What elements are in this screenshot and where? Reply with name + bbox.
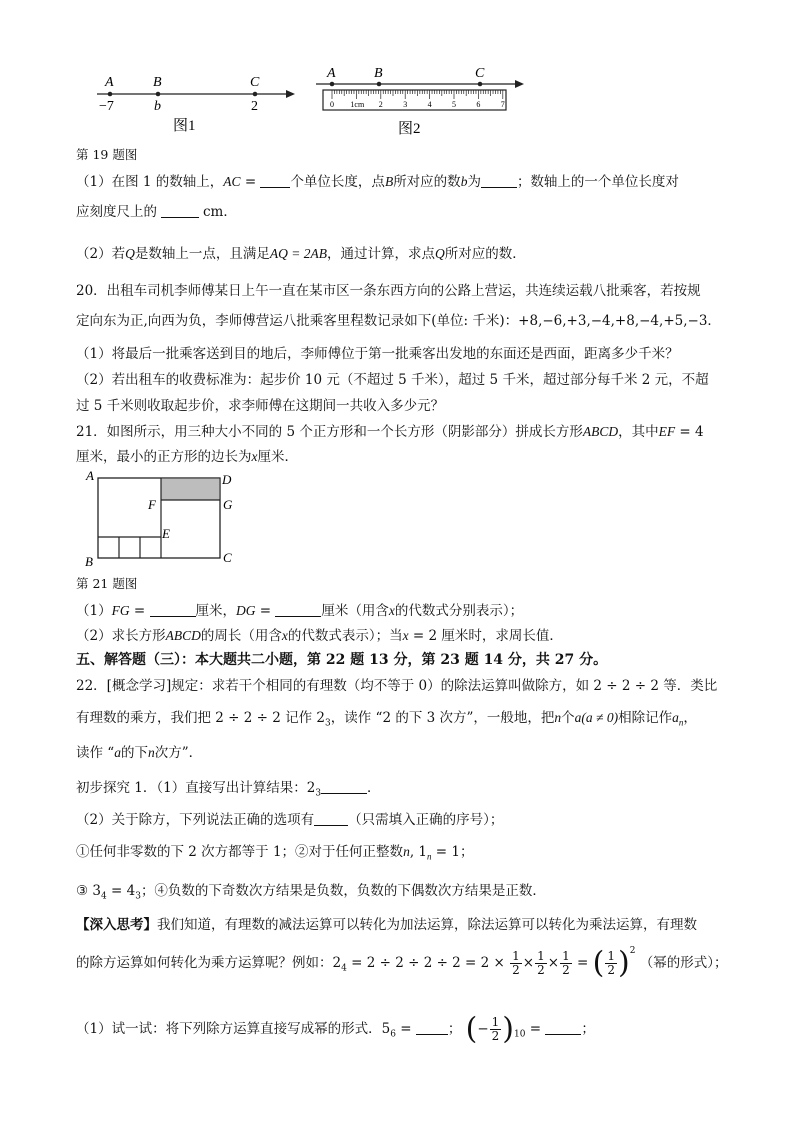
- q19-part2: [76, 242, 526, 262]
- q20-line2: 定向东为正,向西为负，李师傅营运八批乘客里程数记录如下(单位: 千米)：+8,−6,+3,−4,+8,−4,+5,−3．: [76, 313, 721, 329]
- math-dg: DG: [236, 603, 256, 618]
- math-n: n: [147, 745, 155, 760]
- answer-blank-fg[interactable]: [150, 602, 196, 617]
- fig2-caption: 图2: [398, 121, 421, 137]
- text: cm．: [203, 204, 237, 220]
- math-fg: FG: [111, 603, 130, 618]
- math-q: Q: [434, 246, 445, 261]
- answer-blank-options[interactable]: [314, 811, 348, 826]
- text: =: [240, 174, 261, 190]
- q22-deep-line2: 的除方运算如何转化为乘方运算呢？例如：$2_4 = 2 \div 2 \div 2 \div 2 = 2$ × $\frac{1}{2}$ × $\frac{1}{2}$ × $\frac{1}{2}$ = ( $\frac{1}{2}$ )$^2$ （幂的形式）；: [76, 945, 728, 981]
- text: ，其中: [618, 424, 659, 440]
- q21-line2: [76, 445, 298, 465]
- text: 读作 “: [76, 745, 115, 761]
- q21-figure-caption: 第 21 题图: [76, 576, 138, 591]
- fig2-point-a-label: A: [327, 66, 336, 81]
- text: 应刻度尺上的: [76, 204, 157, 220]
- text: （2）若: [76, 246, 126, 262]
- paren: ): [617, 945, 630, 981]
- answer-blank-dg[interactable]: [275, 602, 321, 617]
- subscript: 10: [514, 1029, 526, 1040]
- fig1-caption: 图1: [173, 118, 196, 134]
- q22-try-line: （1）试一试：将下列除方运算直接写成幂的形式．$5_6$ = ； (− $\frac{1}{2}$ )$_{10}$ = ；: [76, 1011, 595, 1047]
- subscript: 4: [341, 963, 347, 974]
- q21-part2: [76, 624, 563, 644]
- text: ，通过计算，求点: [326, 246, 435, 262]
- q21-part1: [76, 599, 523, 619]
- text: ，: [683, 710, 697, 726]
- text: 的除方运算如何转化为乘方运算呢？例如：2: [76, 955, 342, 971]
- math-x: x: [281, 628, 288, 643]
- text: 的代数式分别表示）；: [394, 603, 524, 619]
- text: ．: [367, 780, 381, 796]
- math-a-neq-0: a(a ≠ 0): [574, 710, 619, 725]
- text: ；: [447, 1021, 462, 1037]
- ruler-label: 4: [427, 100, 432, 109]
- text: 的下: [120, 745, 148, 761]
- section-5-heading: 五、解答题（三）：本大题共二小题，第 22 题 13 分，第 23 题 14 分，共 27 分。: [76, 652, 608, 668]
- text: ；④负数的下奇数次方结果是负数，负数的下偶数次方结果是正数．: [140, 883, 546, 899]
- text: 21．如图所示，用三种大小不同的 5 个正方形和一个长方形（阴影部分）拼成长方形: [76, 424, 583, 440]
- fig2-point-b-label: B: [374, 66, 383, 81]
- fig21-label-a: A: [86, 468, 94, 483]
- ruler-label: 5: [452, 100, 456, 109]
- q19-part1-line1: [76, 170, 679, 190]
- text: ；数轴上的一个单位长度对: [516, 174, 679, 190]
- math-ef: EF: [658, 424, 676, 439]
- fig1-value-a: −7: [99, 99, 114, 114]
- q20-part1: （1）将最后一批乘客送到目的地后，李师傅位于第一批乘客出发地的东面还是西面，距离多少千米？: [76, 346, 679, 362]
- q19-part1-line2: [76, 200, 237, 220]
- paren: (: [465, 1011, 478, 1047]
- text: =: [255, 603, 276, 619]
- q22-deep-line1: [76, 913, 697, 933]
- q22-line2: [76, 706, 697, 729]
- q22-explore1: [76, 776, 381, 799]
- deep-thinking-label: 【深入思考】: [76, 917, 157, 933]
- ruler-label: 7: [500, 100, 505, 109]
- text: （2）求长方形: [76, 628, 166, 644]
- answer-blank-b[interactable]: [481, 173, 517, 188]
- text: （1）在图 1 的数轴上，: [76, 174, 224, 190]
- text: =: [129, 603, 150, 619]
- text: 相除记作: [618, 710, 673, 726]
- figure-2-ruler: [316, 62, 531, 140]
- text: （1）试一试：将下列除方运算直接写成幂的形式．5: [76, 1021, 391, 1037]
- text: ，读作 “2 的下 3 次方”，一般地，把: [330, 710, 555, 726]
- answer-blank-neg-half-10[interactable]: [545, 1020, 581, 1035]
- math-n: n: [403, 844, 410, 859]
- text: ③ 3: [76, 883, 101, 899]
- text: = 4: [106, 883, 136, 899]
- text: 的代数式表示）；当: [287, 628, 403, 644]
- text: = 2 ÷ 2 ÷ 2 ÷ 2 = 2 ×: [346, 955, 505, 971]
- q20-line1: 20．出租车司机李师傅某日上午一直在某市区一条东西方向的公路上营运，共连续运载八批乘客，若按规: [76, 283, 701, 299]
- fig21-label-b: B: [85, 554, 93, 569]
- text: 次方”．: [154, 745, 203, 761]
- answer-blank-5-6[interactable]: [416, 1020, 448, 1035]
- fraction: $\frac{1}{2}$: [562, 949, 570, 977]
- q20-part2-line1: （2）若出租车的收费标准为：起步价 10 元（不超过 5 千米），超过 5 千米，超过部分每千米 2 元，不超: [76, 372, 709, 388]
- math-b-var: b: [460, 174, 468, 189]
- text: 为: [467, 174, 481, 190]
- figure-1-number-line: [95, 70, 305, 135]
- math-x: x: [402, 628, 409, 643]
- text: （幂的形式）；: [639, 955, 728, 971]
- q22-explore2: [76, 808, 503, 828]
- math-x: x: [388, 603, 395, 618]
- text: （只需填入正确的序号）；: [348, 812, 504, 828]
- text: 所对应的数: [393, 174, 461, 190]
- math-ac: AC: [223, 174, 241, 189]
- math-aq-eq: AQ = 2AB: [269, 246, 327, 261]
- fraction: $\frac{1}{2}$: [491, 1015, 500, 1043]
- q19-figure-caption: 第 19 题图: [76, 147, 138, 162]
- ruler-label: 2: [378, 100, 383, 109]
- ruler-label: 0: [330, 100, 334, 109]
- text: 厘米，最小的正方形的边长为: [76, 449, 252, 465]
- fig1-point-c-label: C: [250, 75, 260, 90]
- text: （2）关于除方，下列说法正确的选项有: [76, 812, 315, 828]
- subscript: 6: [390, 1029, 396, 1040]
- fraction: $\frac{1}{2}$: [512, 949, 520, 977]
- ruler-label: 3: [403, 100, 408, 109]
- fraction: $\frac{1}{2}$: [607, 949, 615, 977]
- text: 所对应的数．: [444, 246, 526, 262]
- fig21-label-d: D: [222, 472, 232, 487]
- fraction: $\frac{1}{2}$: [537, 949, 545, 977]
- superscript: 2: [629, 946, 636, 956]
- fig1-value-c: 2: [251, 99, 258, 114]
- fig1-point-a-label: A: [105, 75, 114, 90]
- text: 的周长（用含: [200, 628, 282, 644]
- subscript: 3: [325, 718, 331, 729]
- answer-blank-cm[interactable]: [161, 203, 199, 218]
- q22-line1: 22．[概念学习]规定：求若干个相同的有理数（均不等于 0）的除法运算叫做除方，如 2 ÷ 2 ÷ 2 等．类比: [76, 678, 718, 694]
- q21-line1: [76, 420, 704, 440]
- answer-blank-ac[interactable]: [260, 173, 290, 188]
- subscript: 3: [135, 891, 141, 902]
- text: 是数轴上一点，且满足: [134, 246, 270, 262]
- q22-options-1-2: [76, 840, 473, 862]
- subscript: n: [426, 851, 432, 862]
- answer-blank-2-3[interactable]: [321, 779, 367, 794]
- text: 个: [561, 710, 575, 726]
- q22-options-3-4: [76, 879, 546, 902]
- fig21-label-f: F: [148, 497, 156, 512]
- math-a: a: [672, 710, 679, 725]
- subscript: 4: [100, 891, 107, 902]
- text: = 4: [675, 424, 704, 440]
- text: =: [525, 1021, 546, 1037]
- shaded-rectangle: [161, 478, 220, 500]
- q20-part2-line2: 过 5 千米则收取起步价，求李师傅在这期间一共收入多少元？: [76, 398, 445, 414]
- text: = 2 厘米时，求周长值．: [408, 628, 563, 644]
- text: 个单位长度，点: [290, 174, 385, 190]
- paren: (: [592, 945, 605, 981]
- text: =: [395, 1021, 416, 1037]
- text: 我们知道，有理数的减法运算可以转化为加法运算，除法运算可以转化为乘法运算，有理数: [157, 917, 697, 933]
- math-n: n: [554, 710, 562, 725]
- figure-21-rectangle: [82, 468, 242, 570]
- subscript: n: [678, 717, 684, 728]
- ruler-label: 1cm: [350, 100, 365, 109]
- fig1-value-b: b: [154, 99, 161, 114]
- text: = 1；: [431, 844, 474, 860]
- subscript: 3: [315, 788, 322, 799]
- text: 有理数的乘方，我们把 2 ÷ 2 ÷ 2 记作 2: [76, 710, 326, 726]
- text: 厘米．: [257, 449, 298, 465]
- text: ①任何非零数的下 2 次方都等于 1；②对于任何正整数: [76, 844, 404, 860]
- paren: ): [502, 1011, 515, 1047]
- math-b-point: B: [384, 174, 394, 189]
- math-q: Q: [125, 246, 135, 261]
- fig21-label-e: E: [162, 526, 170, 541]
- text: , 1: [409, 844, 427, 860]
- fig21-label-c: C: [223, 550, 232, 565]
- text: 厘米，: [195, 603, 236, 619]
- math-a: a: [114, 745, 121, 760]
- fig21-label-g: G: [223, 497, 233, 512]
- q22-line3: [76, 741, 202, 761]
- ruler-label: 6: [476, 100, 481, 109]
- text: 厘米（用含: [321, 603, 389, 619]
- fig1-point-b-label: B: [153, 75, 162, 90]
- text: （1）: [76, 603, 112, 619]
- text: 初步探究 1．（1）直接写出计算结果：2: [76, 780, 316, 796]
- math-abcd: ABCD: [165, 628, 201, 643]
- math-abcd: ABCD: [582, 424, 619, 439]
- text: ；: [581, 1021, 595, 1037]
- math-x: x: [251, 449, 258, 464]
- fig2-point-c-label: C: [475, 66, 485, 81]
